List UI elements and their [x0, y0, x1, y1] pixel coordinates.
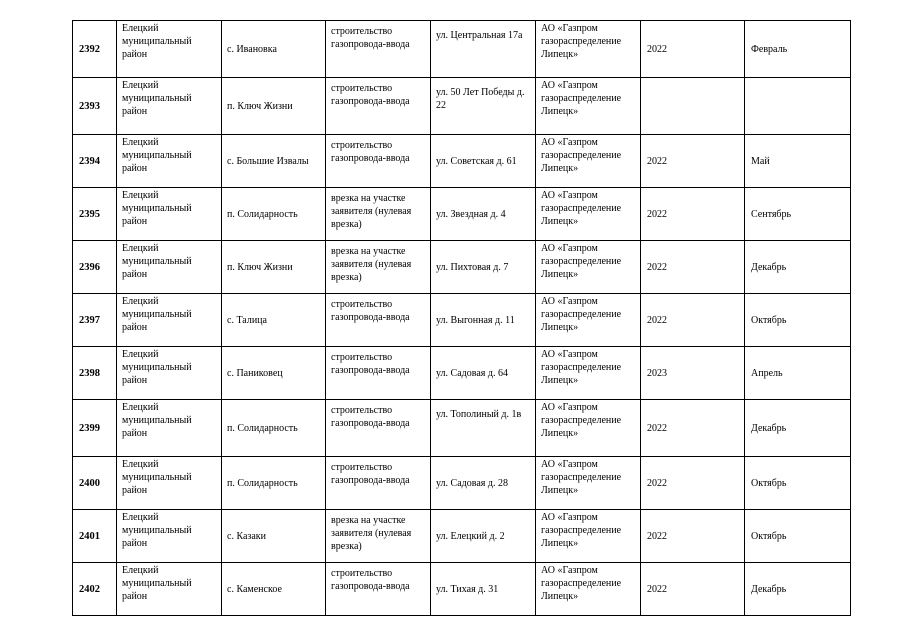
row-number: 2402: [73, 563, 117, 616]
month-cell: Октябрь: [745, 294, 851, 347]
year-cell: [641, 78, 745, 135]
organization-cell: АО «Газпром газораспределение Липецк»: [536, 135, 641, 188]
address-cell: ул. Выгонная д. 11: [431, 294, 536, 347]
gasification-table: [72, 20, 851, 616]
month-cell: Декабрь: [745, 241, 851, 294]
table-row: [73, 457, 851, 510]
year-cell: 2023: [641, 347, 745, 400]
settlement-cell: п. Ключ Жизни: [222, 241, 326, 294]
organization-cell: АО «Газпром газораспределение Липецк»: [536, 21, 641, 78]
year-cell: 2022: [641, 457, 745, 510]
settlement-cell: п. Ключ Жизни: [222, 78, 326, 135]
district-cell: Елецкий муниципальный район: [117, 188, 222, 241]
address-cell: ул. 50 Лет Победы д. 22: [431, 78, 536, 135]
settlement-cell: п. Солидарность: [222, 457, 326, 510]
settlement-cell: с. Казаки: [222, 510, 326, 563]
row-number: 2395: [73, 188, 117, 241]
year-cell: 2022: [641, 510, 745, 563]
year-cell: 2022: [641, 294, 745, 347]
district-cell: Елецкий муниципальный район: [117, 294, 222, 347]
work-type-cell: врезка на участке заявителя (нулевая врезка): [326, 188, 431, 241]
settlement-cell: с. Каменское: [222, 563, 326, 616]
work-type-cell: врезка на участке заявителя (нулевая врезка): [326, 510, 431, 563]
organization-cell: АО «Газпром газораспределение Липецк»: [536, 457, 641, 510]
address-cell: ул. Елецкий д. 2: [431, 510, 536, 563]
address-cell: ул. Пихтовая д. 7: [431, 241, 536, 294]
district-cell: Елецкий муниципальный район: [117, 400, 222, 457]
month-cell: Апрель: [745, 347, 851, 400]
table-row: [73, 188, 851, 241]
row-number: 2392: [73, 21, 117, 78]
organization-cell: АО «Газпром газораспределение Липецк»: [536, 78, 641, 135]
organization-cell: АО «Газпром газораспределение Липецк»: [536, 400, 641, 457]
work-type-cell: строительство газопровода-ввода: [326, 400, 431, 457]
settlement-cell: с. Талица: [222, 294, 326, 347]
address-cell: ул. Советская д. 61: [431, 135, 536, 188]
district-cell: Елецкий муниципальный район: [117, 563, 222, 616]
address-cell: ул. Садовая д. 64: [431, 347, 536, 400]
organization-cell: АО «Газпром газораспределение Липецк»: [536, 510, 641, 563]
district-cell: Елецкий муниципальный район: [117, 21, 222, 78]
row-number: 2401: [73, 510, 117, 563]
work-type-cell: строительство газопровода-ввода: [326, 21, 431, 78]
address-cell: ул. Садовая д. 28: [431, 457, 536, 510]
settlement-cell: с. Паниковец: [222, 347, 326, 400]
year-cell: 2022: [641, 188, 745, 241]
work-type-cell: строительство газопровода-ввода: [326, 78, 431, 135]
year-cell: 2022: [641, 400, 745, 457]
month-cell: Сентябрь: [745, 188, 851, 241]
month-cell: Октябрь: [745, 457, 851, 510]
table-row: [73, 78, 851, 135]
month-cell: Май: [745, 135, 851, 188]
row-number: 2398: [73, 347, 117, 400]
organization-cell: АО «Газпром газораспределение Липецк»: [536, 188, 641, 241]
table-row: [73, 563, 851, 616]
district-cell: Елецкий муниципальный район: [117, 510, 222, 563]
work-type-cell: строительство газопровода-ввода: [326, 135, 431, 188]
work-type-cell: строительство газопровода-ввода: [326, 563, 431, 616]
table-row: [73, 241, 851, 294]
settlement-cell: п. Солидарность: [222, 400, 326, 457]
address-cell: ул. Центральная 17а: [431, 21, 536, 78]
year-cell: 2022: [641, 563, 745, 616]
table-row: [73, 294, 851, 347]
work-type-cell: строительство газопровода-ввода: [326, 347, 431, 400]
settlement-cell: с. Ивановка: [222, 21, 326, 78]
work-type-cell: врезка на участке заявителя (нулевая врезка): [326, 241, 431, 294]
month-cell: Февраль: [745, 21, 851, 78]
work-type-cell: строительство газопровода-ввода: [326, 294, 431, 347]
organization-cell: АО «Газпром газораспределение Липецк»: [536, 347, 641, 400]
month-cell: Декабрь: [745, 563, 851, 616]
table-row: [73, 510, 851, 563]
district-cell: Елецкий муниципальный район: [117, 78, 222, 135]
row-number: 2396: [73, 241, 117, 294]
organization-cell: АО «Газпром газораспределение Липецк»: [536, 294, 641, 347]
row-number: 2400: [73, 457, 117, 510]
year-cell: 2022: [641, 241, 745, 294]
month-cell: [745, 78, 851, 135]
year-cell: 2022: [641, 21, 745, 78]
organization-cell: АО «Газпром газораспределение Липецк»: [536, 563, 641, 616]
district-cell: Елецкий муниципальный район: [117, 135, 222, 188]
table-row: [73, 347, 851, 400]
month-cell: Декабрь: [745, 400, 851, 457]
settlement-cell: с. Большие Извалы: [222, 135, 326, 188]
work-type-cell: строительство газопровода-ввода: [326, 457, 431, 510]
table-body: [73, 21, 851, 616]
row-number: 2397: [73, 294, 117, 347]
row-number: 2394: [73, 135, 117, 188]
district-cell: Елецкий муниципальный район: [117, 241, 222, 294]
table-row: [73, 400, 851, 457]
district-cell: Елецкий муниципальный район: [117, 347, 222, 400]
address-cell: ул. Тихая д. 31: [431, 563, 536, 616]
table-row: [73, 135, 851, 188]
month-cell: Октябрь: [745, 510, 851, 563]
district-cell: Елецкий муниципальный район: [117, 457, 222, 510]
year-cell: 2022: [641, 135, 745, 188]
table-row: [73, 21, 851, 78]
row-number: 2393: [73, 78, 117, 135]
address-cell: ул. Звездная д. 4: [431, 188, 536, 241]
organization-cell: АО «Газпром газораспределение Липецк»: [536, 241, 641, 294]
row-number: 2399: [73, 400, 117, 457]
address-cell: ул. Тополиный д. 1в: [431, 400, 536, 457]
settlement-cell: п. Солидарность: [222, 188, 326, 241]
